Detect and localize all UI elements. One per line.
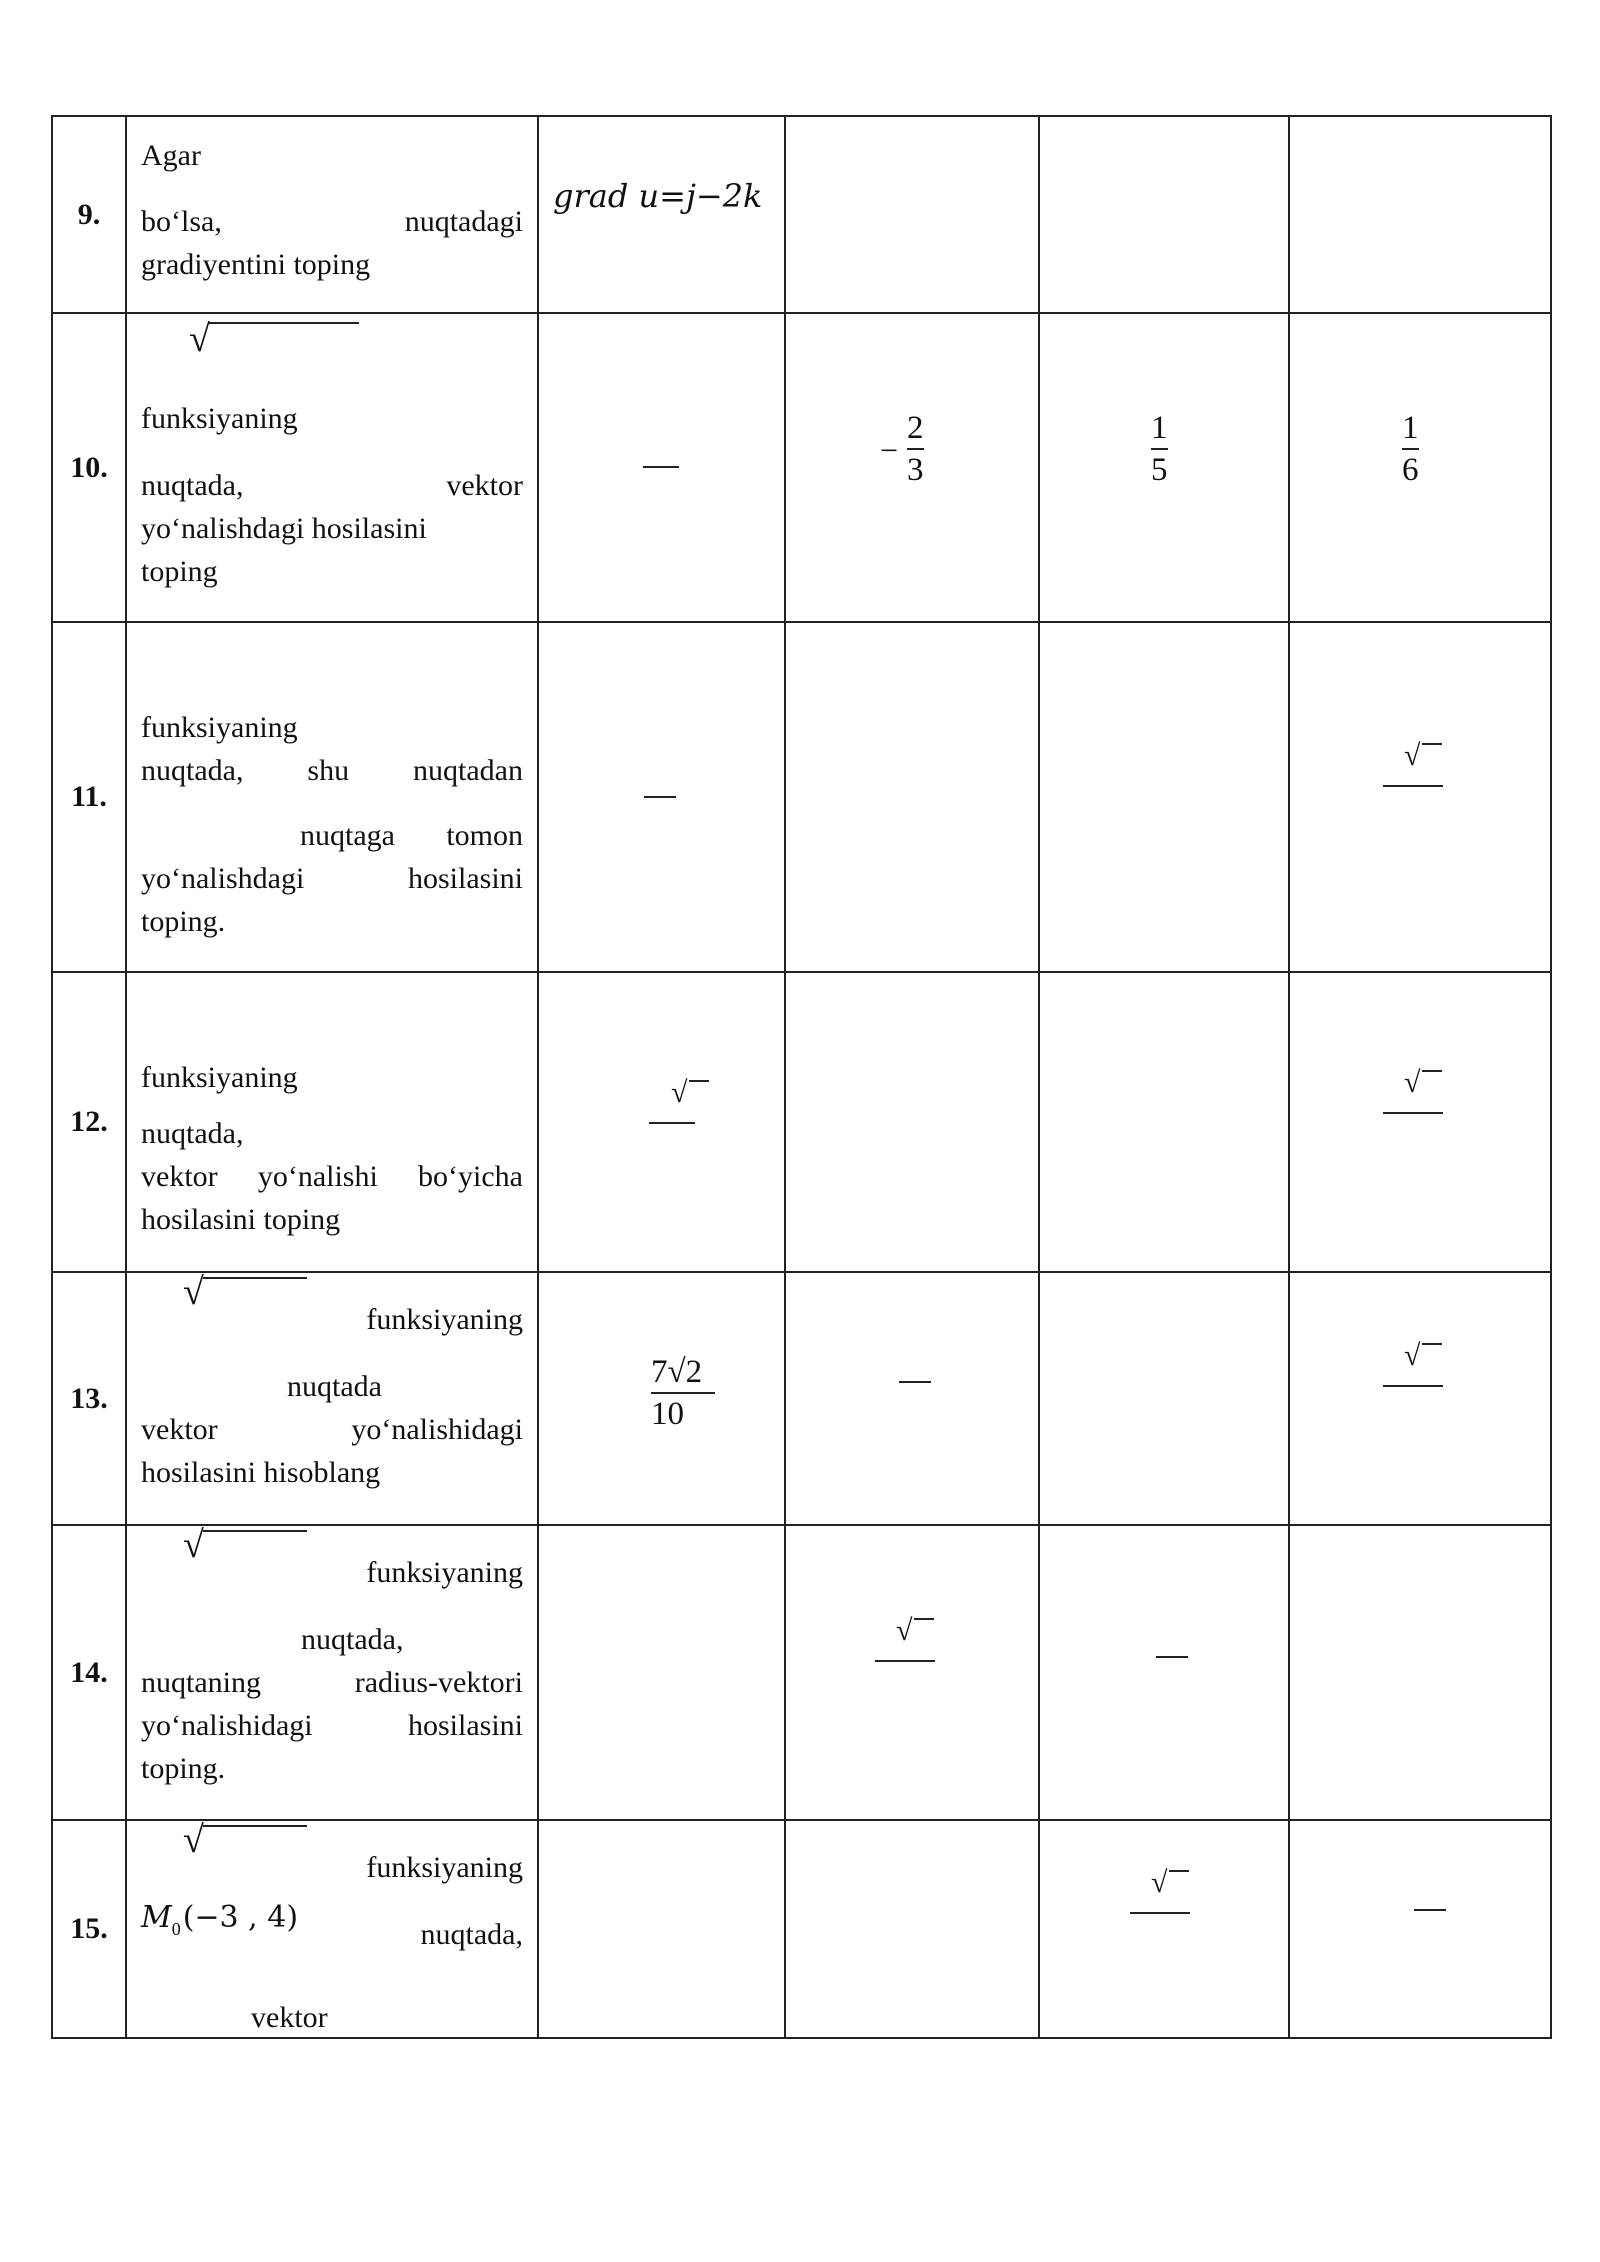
sqrt-overline [209,322,359,324]
answer-b[interactable]: − 2 3 [785,313,1039,622]
table-row [52,622,1551,972]
sqrt-overline [203,1277,307,1279]
gradient-formula: grad u=j−2k [553,177,763,215]
questions-table [51,115,1552,2039]
question-text: √ funksiyaning nuqtada vektor yo‘nalishidagi hosilasini hisoblang [126,1272,538,1525]
sqrt-icon: √ [1404,1339,1421,1372]
question-number: 14. [52,1525,126,1820]
sqrt-overline [203,1530,307,1532]
answer-b[interactable] [785,622,1039,972]
answer-d[interactable] [1289,313,1551,622]
answer-c[interactable] [1039,116,1289,313]
question-text: √ funksiyaning nuqtada, vektor yo‘nalishdagi hosilasini toping [126,313,538,622]
sqrt-icon: √ [1404,1066,1421,1099]
table-row [52,313,1551,622]
answer-d[interactable] [1289,1525,1551,1820]
answer-d[interactable] [1289,1820,1551,2038]
fraction: 1 5 [1151,410,1168,488]
question-number: 9. [52,116,126,313]
table-row [52,1272,1551,1525]
fraction-dash [643,466,679,468]
question-text: funksiyaning nuqtada, vektor yo‘nalishi bo‘yicha hosilasini toping [126,972,538,1272]
fraction-bar [1383,1385,1443,1387]
question-number: 15. [52,1820,126,2038]
sqrt-icon: √ [189,318,210,360]
question-text: √ funksiyaning $M_0(-3$ , 4) nuqtada, vektor [126,1820,538,2038]
answer-d[interactable] [1289,622,1551,972]
answer-d[interactable] [1289,972,1551,1272]
fraction: 7√2 10 [651,1353,715,1433]
answer-c[interactable] [1039,622,1289,972]
point-m0: $M_0(-3$ , 4) [141,1900,299,1939]
sqrt-icon: √ [671,1076,688,1109]
question-text: Agar bo‘lsa, nuqtadagi gradiyentini toping [126,116,538,313]
question-text: funksiyaning nuqtada, shu nuqtadan nuqtaga tomon yo‘nalishdagi hosilasini toping. [126,622,538,972]
answer-c[interactable] [1039,1820,1289,2038]
question-number: 10. [52,313,126,622]
question-number: 11. [52,622,126,972]
fraction-bar [1130,1912,1190,1914]
table-row [52,1820,1551,2038]
answer-a[interactable] [538,1820,785,2038]
answer-b[interactable] [785,1820,1039,2038]
answer-b[interactable] [785,1525,1039,1820]
fraction-dash [899,1381,931,1383]
fraction: 1 6 [1402,410,1419,488]
sqrt-icon: √ [1151,1866,1168,1899]
sqrt-icon: √ [183,1524,204,1566]
table-row [52,1525,1551,1820]
answer-c[interactable] [1039,1272,1289,1525]
sqrt-overline [203,1825,307,1827]
fraction-bar [1383,785,1443,787]
answer-b[interactable] [785,1272,1039,1525]
answer-a[interactable] [538,622,785,972]
answer-a[interactable] [538,1525,785,1820]
table-row [52,972,1551,1272]
answer-a[interactable] [538,1272,785,1525]
answer-b[interactable] [785,972,1039,1272]
question-text: √ funksiyaning nuqtada, nuqtaning radius-vektori yo‘nalishidagi hosilasini toping. [126,1525,538,1820]
fraction-bar [875,1660,935,1662]
question-number: 13. [52,1272,126,1525]
fraction: 2 3 [907,410,924,488]
fraction-dash [1414,1909,1446,1911]
answer-d[interactable] [1289,1272,1551,1525]
question-number: 12. [52,972,126,1272]
sqrt-icon: √ [183,1819,204,1861]
fraction-dash [644,796,676,798]
answer-c[interactable] [1039,972,1289,1272]
sqrt-icon: √ [896,1614,913,1647]
fraction-bar [649,1122,695,1124]
fraction-bar [1383,1112,1443,1114]
answer-c[interactable] [1039,1525,1289,1820]
table-row [52,116,1551,313]
answer-a[interactable] [538,313,785,622]
sqrt-icon: √ [1404,739,1421,772]
answer-c[interactable] [1039,313,1289,622]
answer-d[interactable] [1289,116,1551,313]
answer-a[interactable] [538,972,785,1272]
sqrt-icon: √ [183,1271,204,1313]
answer-a[interactable] [538,116,785,313]
answer-b[interactable] [785,116,1039,313]
fraction-dash [1156,1656,1188,1658]
